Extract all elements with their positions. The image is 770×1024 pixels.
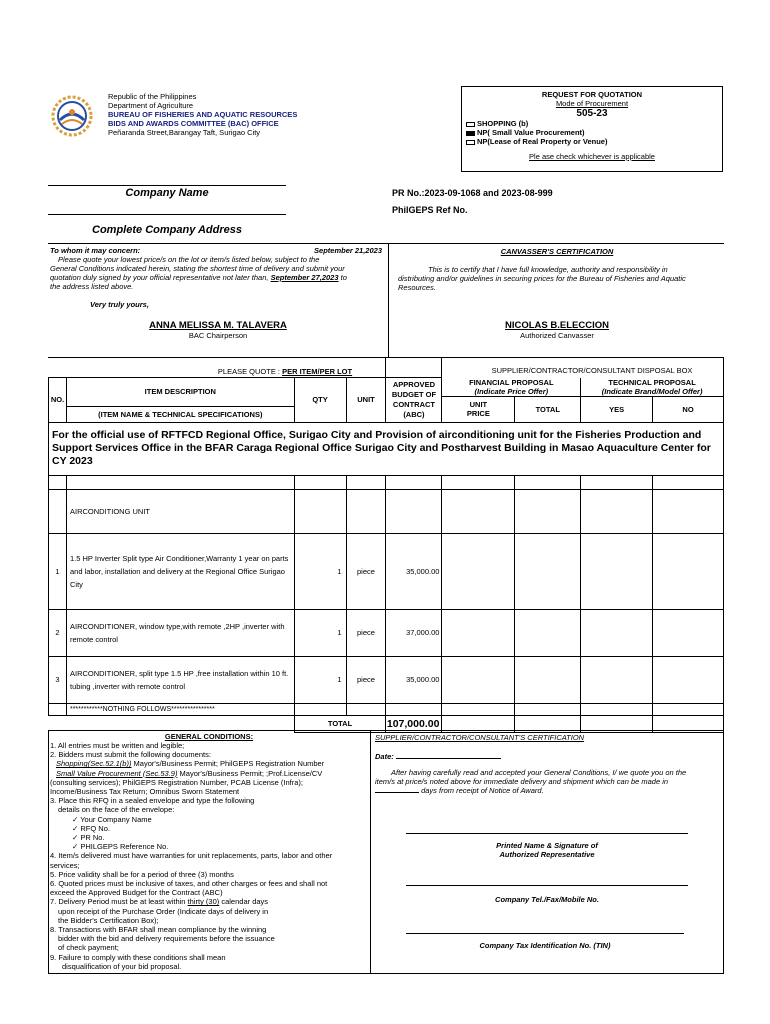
header-line2: Department of Agriculture xyxy=(108,101,194,110)
company-name-label: Company Name xyxy=(125,187,209,199)
company-name-line xyxy=(48,185,286,186)
tin-label: Company Tax Identification No. (TIN) xyxy=(479,941,611,950)
item-qty: 1 xyxy=(294,609,346,656)
col-no: NO. xyxy=(49,378,67,423)
conditions-title: GENERAL CONDITIONS: xyxy=(164,732,254,741)
letter-top-rule xyxy=(48,243,724,244)
col-unit-price: UNIT PRICE xyxy=(442,396,515,422)
unit-price-cell[interactable] xyxy=(442,656,515,703)
pr-number: PR No.:2023-09-1068 and 2023-08-999 xyxy=(392,188,553,198)
please-quote: PLEASE QUOTE : PER ITEM/PER LOT xyxy=(217,367,353,376)
total-cell[interactable] xyxy=(515,533,581,609)
supplier-title: SUPPLIER/CONTRACTOR/CONSULTANT'S CERTIFICATION xyxy=(375,733,585,742)
item-abc: 35,000.00 xyxy=(386,533,442,609)
item-qty: 1 xyxy=(294,533,346,609)
col-item-sub: (ITEM NAME & TECHNICAL SPECIFICATIONS) xyxy=(66,406,294,422)
unit-price-cell[interactable] xyxy=(442,609,515,656)
technical-proposal: TECHNICAL PROPOSAL (Indicate Brand/Model Offer) xyxy=(581,378,724,397)
disposal-box-title: SUPPLIER/CONTRACTOR/CONSULTANT DISPOSAL BOX xyxy=(491,366,693,375)
company-address-label: Complete Company Address xyxy=(92,224,242,236)
rfq-note: Ple ase check whichever is applicable xyxy=(529,152,655,161)
canvasser-text: This is to certify that I have full knowledge, authority and responsibility in distributing and/or guidelines in securing prices for the Bureau of Fisheries and Aquatic Resources. xyxy=(398,265,686,292)
tel-label: Company Tel./Fax/Mobile No. xyxy=(495,895,599,904)
checkbox-icon[interactable] xyxy=(466,122,475,127)
item-unit: piece xyxy=(346,533,386,609)
total-cell[interactable] xyxy=(515,656,581,703)
col-unit: UNIT xyxy=(346,378,386,423)
total-cell[interactable] xyxy=(515,609,581,656)
canvasser-name: NICOLAS B.ELECCION xyxy=(505,320,609,331)
rfq-option-lease[interactable]: NP(Lease of Real Property or Venue) xyxy=(466,137,722,146)
letter-body: To whom it may concern: September 21,2023 Please quote your lowest price/s on the lot or item/s listed below, subject to the General Conditions indicated herein, stating the shortest time of delivery and submit your quotation duly signed by your official representative not later than, September 27,2023 to the address listed above. Very truly yours, xyxy=(50,246,382,309)
yes-cell[interactable] xyxy=(581,609,653,656)
financial-proposal: FINANCIAL PROPOSAL (Indicate Price Offer) xyxy=(442,378,581,397)
no-cell[interactable] xyxy=(653,533,724,609)
letter-divider xyxy=(388,243,389,358)
tel-line[interactable] xyxy=(406,885,688,886)
bfar-logo xyxy=(48,92,96,140)
col-yes: YES xyxy=(581,396,653,422)
signer-title: BAC Chairperson xyxy=(188,331,248,340)
item-qty: 1 xyxy=(294,656,346,703)
item-desc: 1.5 HP Inverter Split type Air Conditioner,Warranty 1 year on parts and labor, installation and delivery at the Regional Office Surigao City xyxy=(66,533,294,609)
items-table xyxy=(48,357,724,733)
col-total: TOTAL xyxy=(515,396,581,422)
rfq-number: 505-23 xyxy=(576,108,608,119)
rfq-title: REQUEST FOR QUOTATION xyxy=(541,90,643,99)
header-bureau: BUREAU OF FISHERIES AND AQUATIC RESOURCES xyxy=(108,110,298,119)
checkbox-icon[interactable] xyxy=(466,140,475,145)
header-line1: Republic of the Philippines xyxy=(108,92,197,101)
supplier-date[interactable]: Date: xyxy=(375,752,501,761)
item-unit: piece xyxy=(346,609,386,656)
checked-checkbox-icon[interactable] xyxy=(466,131,475,136)
total-value: 107,000.00 xyxy=(386,715,442,732)
conditions-divider xyxy=(370,730,371,974)
tin-line[interactable] xyxy=(406,933,684,934)
signer-name: ANNA MELISSA M. TALAVERA xyxy=(149,320,287,331)
col-abc: APPROVED BUDGET OF CONTRACT (ABC) xyxy=(386,378,442,423)
total-label: TOTAL xyxy=(294,715,386,732)
rfq-option-svp[interactable]: NP( Small Value Procurement) xyxy=(466,128,722,137)
unit-price-cell[interactable] xyxy=(442,533,515,609)
supplier-text: After having carefully read and accepted your General Conditions, I/ we quote you on the item/s at price/s noted above for immediate delivery and shipment which can be made in days from receipt of Notice of Award. xyxy=(375,768,687,795)
header-bac: BIDS AND AWARDS COMMITTEE (BAC) OFFICE xyxy=(108,119,279,128)
rfq-option-shopping[interactable]: SHOPPING (b) xyxy=(466,119,722,128)
col-item-desc: ITEM DESCRIPTION xyxy=(66,378,294,407)
item-unit: piece xyxy=(346,656,386,703)
item-no: 2 xyxy=(49,609,67,656)
philgeps-ref: PhilGEPS Ref No. xyxy=(392,205,468,215)
rfq-box xyxy=(461,86,723,172)
conditions-list: 1. All entries must be written and legible; 2. Bidders must submit the following documents: Shopping(Sec.52.1(b)) Mayor's/Business Permit; PhilGEPS Registration Number Small Value Procurement (Sec.53.9) Mayor's/Business Permit; ;Prof.License/CV (consulting services); PhilGEPS Registration Number, PCAB License (Infra); Income/Business Tax Return; Omnibus Sworn Statement 3. Place this RFQ in a sealed envelope and type the following details on the face of the envelope: ✓ Your Company Name ✓ RFQ No. ✓ PR No. ✓ PHILGEPS Reference No. 4. Item/s delivered must have warranties for unit replacements, parts, labor and other services; 5. Price validity shall be for a period of three (3) months 6. Quoted prices must be inclusive of taxes, and other charges or fees and shall not exceed the Approved Budget for the Contract (ABC) 7. Delivery Period must be at least within thirty (30) calendar days upon receipt of the Purchase Order (Indicate days of delivery in the Bidder's Certification Box); 8. Transactions with BFAR shall mean compliance by the winning bidder with the bid and delivery requirements before the issuance of check payment; 9. Failure to comply with these conditions shall mean disqualification of your bid proposal. xyxy=(50,741,333,971)
item-abc: 37,000.00 xyxy=(386,609,442,656)
yes-cell[interactable] xyxy=(581,533,653,609)
company-address-line xyxy=(48,214,286,215)
purpose-statement: For the official use of RFTFCD Regional Office, Surigao City and Provision of airconditioning unit for the Fisheries Production and Support Services Office in the BFAR Caraga Regional Office Surigao City and Postharvest Building in Masao Aquaculture Center for CY 2023 xyxy=(49,422,724,475)
canvasser-title: CANVASSER'S CERTIFICATION xyxy=(500,247,614,256)
canvasser-role: Authorized Canvasser xyxy=(520,331,594,340)
header-address: Peñaranda Street,Barangay Taft, Surigao City xyxy=(108,128,261,137)
nothing-follows: ************NOTHING FOLLOWS**************** xyxy=(66,703,294,715)
agency-header xyxy=(108,92,297,137)
no-cell[interactable] xyxy=(653,656,724,703)
signature-line[interactable] xyxy=(406,833,688,834)
section-title: AIRCONDITIONG UNIT xyxy=(66,489,294,533)
item-desc: AIRCONDITIONER, split type 1.5 HP ,free installation within 10 ft. tubing ,inverter with remote control xyxy=(66,656,294,703)
item-no: 1 xyxy=(49,533,67,609)
item-no: 3 xyxy=(49,656,67,703)
col-no-tech: NO xyxy=(653,396,724,422)
item-desc: AIRCONDITIONER, window type,with remote ,2HP ,inverter with remote control xyxy=(66,609,294,656)
signature-label: Printed Name & Signature of Authorized Representative xyxy=(496,841,598,859)
rfq-mode: Mode of Procurement xyxy=(555,99,629,108)
col-qty: QTY xyxy=(294,378,346,423)
item-abc: 35,000.00 xyxy=(386,656,442,703)
no-cell[interactable] xyxy=(653,609,724,656)
yes-cell[interactable] xyxy=(581,656,653,703)
